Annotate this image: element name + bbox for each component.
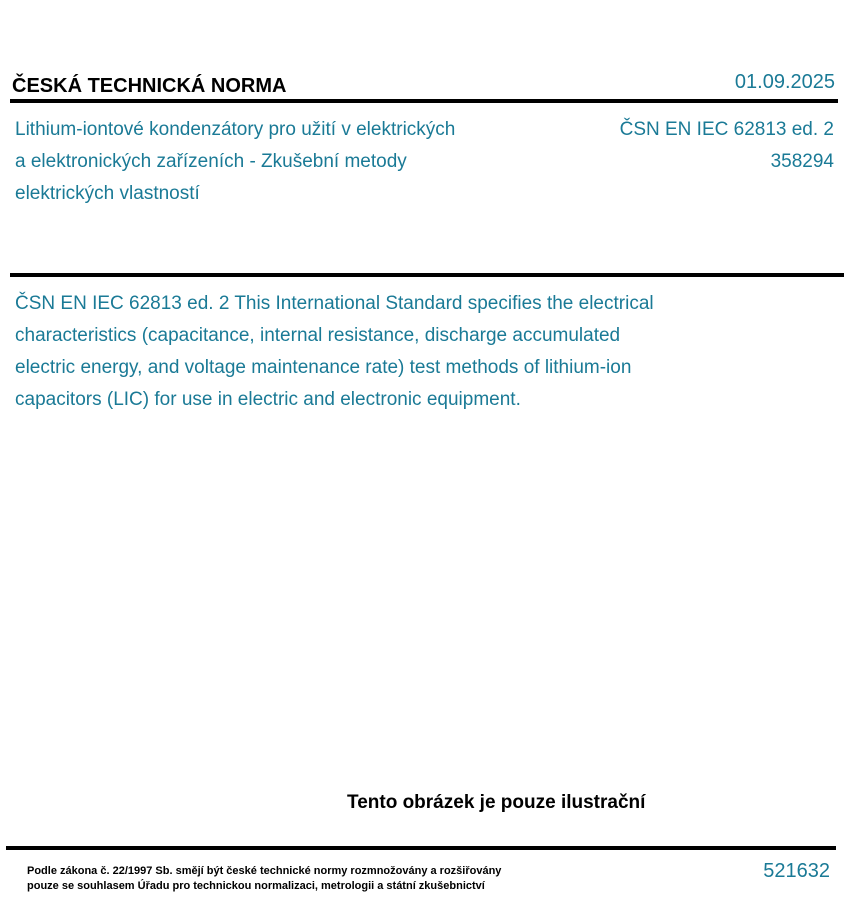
publication-date: 01.09.2025 [734, 71, 835, 93]
document-title-line: a elektronických zařízeních - Zkušební metody [15, 151, 407, 172]
header-divider [10, 99, 838, 103]
catalog-number: 521632 [763, 860, 830, 882]
footer-divider [6, 846, 836, 850]
legal-notice-line: pouze se souhlasem Úřadu pro technickou normalizaci, metrologii a státní zkušebnictví [27, 880, 485, 892]
legal-notice [27, 864, 501, 894]
abstract-line: characteristics (capacitance, internal resistance, discharge accumulated [15, 325, 621, 346]
abstract-line: capacitors (LIC) for use in electric and electronic equipment. [15, 389, 521, 410]
legal-notice-line: Podle zákona č. 22/1997 Sb. smějí být české technické normy rozmnožovány a rozšiřovány [27, 865, 502, 877]
document-title-line: elektrických vlastností [15, 183, 200, 204]
illustration-note: Tento obrázek je pouze ilustrační [347, 792, 646, 813]
standard-identifier [620, 114, 834, 178]
abstract-line: electric energy, and voltage maintenance rate) test methods of lithium-ion [15, 357, 632, 378]
document-title-line: Lithium-iontové kondenzátory pro užití v elektrických [15, 119, 456, 140]
norm-header-title: ČESKÁ TECHNICKÁ NORMA [12, 75, 287, 97]
classification-number: 358294 [770, 151, 834, 172]
abstract-line: ČSN EN IEC 62813 ed. 2 This International Standard specifies the electrical [15, 293, 654, 314]
standard-code: ČSN EN IEC 62813 ed. 2 [619, 119, 834, 140]
section-divider [10, 273, 844, 277]
document-title [15, 114, 555, 210]
abstract-text [15, 288, 775, 416]
